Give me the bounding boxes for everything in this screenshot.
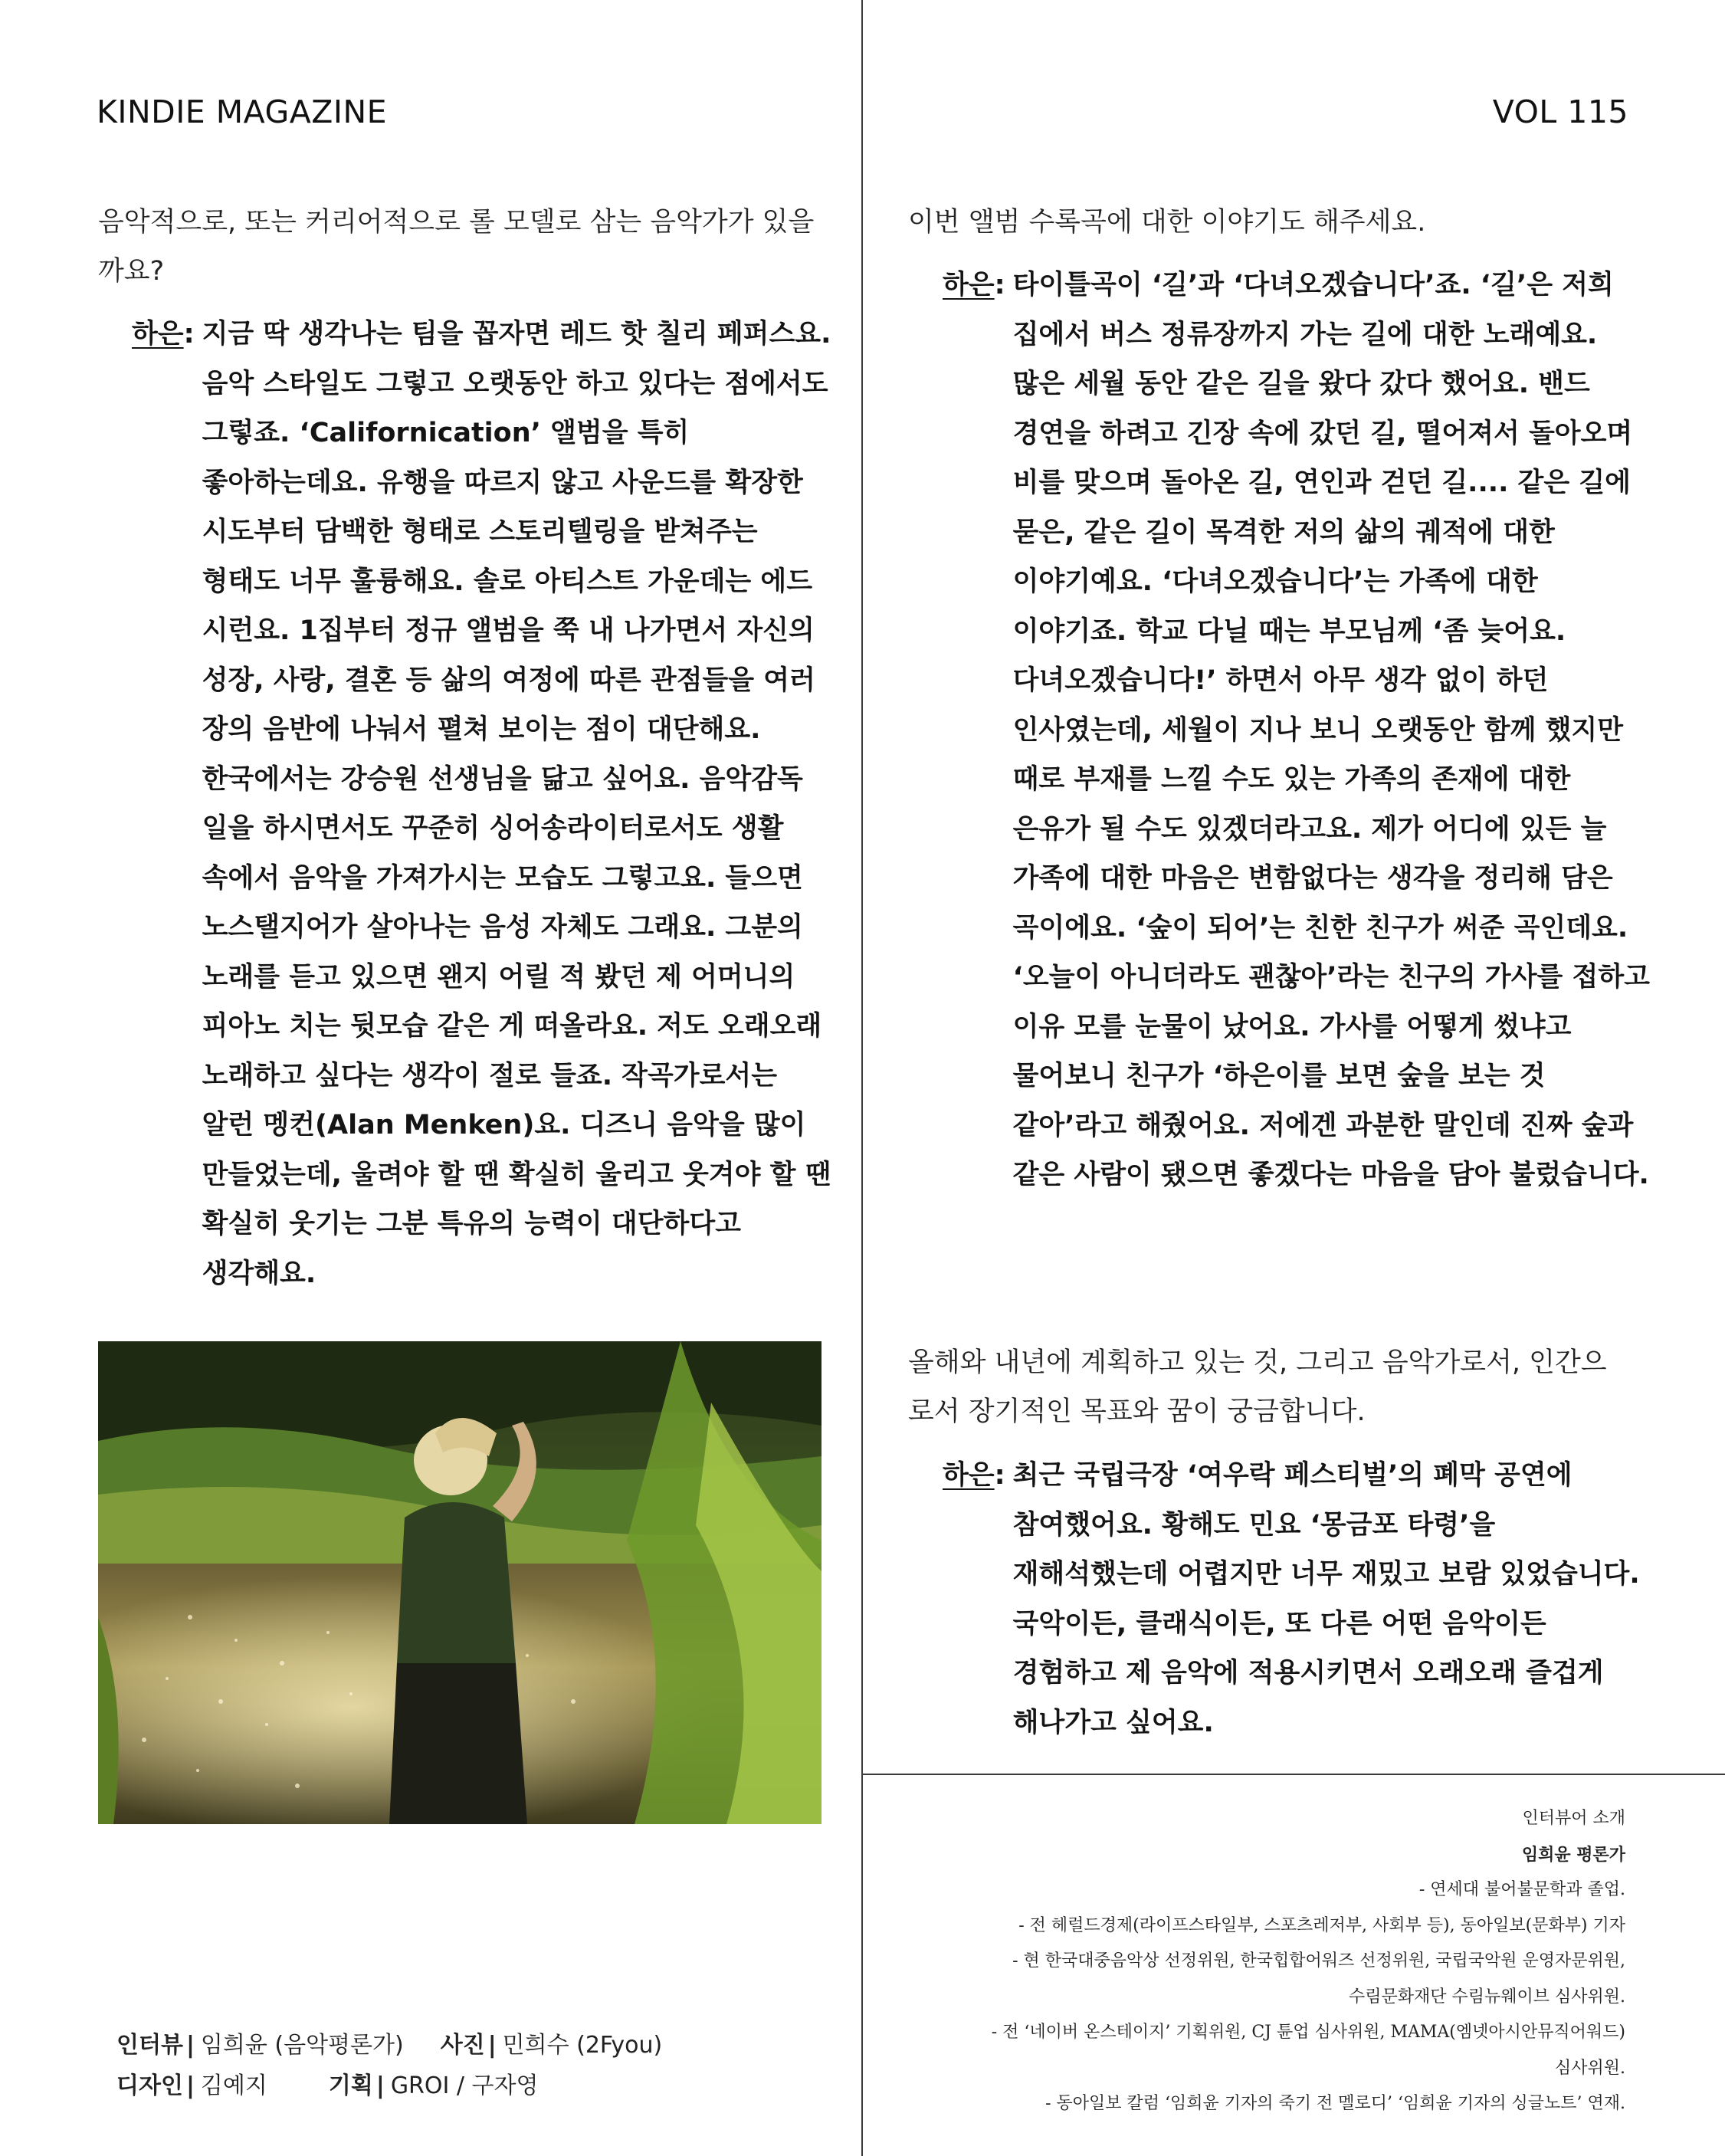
question-album-tracks: 이번 앨범 수록곡에 대한 이야기도 해주세요.: [908, 207, 1426, 238]
bio-title: 인터뷰어 소개: [1522, 1809, 1625, 1828]
bio-line: - 연세대 불어불문학과 졸업.: [1418, 1880, 1625, 1899]
answer-album-tracks: 하은 : 타이틀곡이 ‘길’과 ‘다녀오겠습니다’죠. ‘길’은 저희 집에서 버스 정류장까지 가는 길에 대한 노래예요. 많은 세월 동안 같은 길을 왔다 갔다 했어요. 밴드 경연을 하려고 긴장 속에 갔던 길, 떨어져서 돌아오며 비를 맞으며 돌아온 길, 연인과 걷던 길.... 같은 길에 묻은, 같은 길이 목격한 저의 삶의 궤적에 대한 이야기예요. ‘다녀오겠습니다’는 가족에 대한 이야기죠. 학교 다닐 때는 부모님께 ‘좀 늦어요. 다녀오겠습니다!’ 하면서 아무 생각 없이 하던 인사였는데, 세월이 지나 보니 오랫동안 함께 했지만 때로 부재를 느낄 수도 있는 가족의 존재에 대한 은유가 될 수도 있겠더라고요. 제가 어디에 있든 늘 가족에 대한 마음은 변함없다는 생각을 정리해 담은 곡이에요. ‘숲이 되어’는 친한 친구가 써준 곡인데요. ‘오늘이 아니더라도 괜찮아’라는 친구의 가사를 접하고 이유 모를 눈물이 났어요. 가사를 어떻게 썼냐고 물어보니 친구가 ‘하은이를 보면 숲을 보는 것 같아’라고 해줬어요. 저에겐 과분한 말인데 진짜 숲과 같은 사람이 됐으면 좋겠다는 마음을 담아 불렀습니다.: [943, 261, 1655, 1200]
speaker-name: 하은: [943, 270, 995, 300]
answer-text: 최근 국립극장 ‘여우락 페스티벌’의 폐막 공연에 참여했어요. 황해도 민요 ‘몽금포 타령’을 재해석했는데 어렵지만 너무 재밌고 보람 있었습니다. 국악이든, 클래식이든, 또 다른 어떤 음악이든 경험하고 제 음악에 적용시키면서 오래오래 즐겁게 해나가고 싶어요.: [1012, 1460, 1640, 1738]
credit-plan-value: GROI / 구자영: [390, 2072, 539, 2099]
credit-design-label: 디자인: [116, 2072, 183, 2099]
magazine-title: KINDIE MAGAZINE: [97, 94, 388, 130]
credits-line-2: [116, 2067, 539, 2105]
bio-line: 수림문화재단 수림뉴웨이브 심사위원.: [1348, 1987, 1625, 2007]
credit-interview-label: 인터뷰: [116, 2032, 183, 2059]
interview-photo: [98, 1341, 822, 1824]
bio-line: - 동아일보 칼럼 ‘임희윤 기자의 죽기 전 멜로디’ ‘임희윤 기자의 싱글노트’ 연재.: [1045, 2094, 1625, 2113]
bio-line: - 현 한국대중음악상 선정위원, 한국힙합어워즈 선정위원, 국립국악원 운영자문위원,: [1012, 1951, 1625, 1971]
credit-interview-value: 임희윤 (음악평론가): [200, 2032, 404, 2059]
speaker-name: 하은: [943, 1460, 995, 1491]
credit-separator: |: [185, 2072, 195, 2099]
question-future-plans: 올해와 내년에 계획하고 있는 것, 그리고 음악가로서, 인간으로서 장기적인 목표와 꿈이 궁금합니다.: [908, 1347, 1607, 1427]
answer-text: 지금 딱 생각나는 팀을 꼽자면 레드 핫 칠리 페퍼스요. 음악 스타일도 그렇고 오랫동안 하고 있다는 점에서도 그렇죠. ‘Californication’ 앨범을 특히 좋아하는데요. 유행을 따르지 않고 사운드를 확장한 시도부터 담백한 형태로 스토리텔링을 받쳐주는 형태도 너무 훌륭해요. 솔로 아티스트 가운데는 에드 시런요. 1집부터 정규 앨범을 쭉 내 나가면서 자신의 성장, 사랑, 결혼 등 삶의 여정에 따른 관점들을 여러 장의 음반에 나눠서 펼쳐 보이는 점이 대단해요. 한국에서는 강승원 선생님을 닮고 싶어요. 음악감독 일을 하시면서도 꾸준히 싱어송라이터로서도 생활 속에서 음악을 가져가시는 모습도 그렇고요. 들으면 노스탤지어가 살아나는 음성 자체도 그래요. 그분의 노래를 듣고 있으면 왠지 어릴 적 봤던 제 어머니의 피아노 치는 뒷모습 같은 게 떠올라요. 저도 오래오래 노래하고 싶다는 생각이 절로 들죠. 작곡가로서는 알런 멩컨(Alan Menken)요. 디즈니 음악을 많이 만들었는데, 울려야 할 땐 확실히 울리고 웃겨야 할 땐 확실히 웃기는 그분 특유의 능력이 대단하다고 생각해요.: [202, 319, 831, 1289]
credit-separator: |: [487, 2032, 497, 2059]
bio-name: 임희윤 평론가: [1521, 1844, 1625, 1865]
bio-line: - 전 ‘네이버 온스테이지’ 기획위원, CJ 튠업 심사위원, MAMA(엠넷아시안뮤직어워드): [991, 2023, 1625, 2042]
credit-plan-label: 기획: [328, 2072, 373, 2099]
answer-future-plans: 하은 : 최근 국립극장 ‘여우락 페스티벌’의 폐막 공연에 참여했어요. 황해도 민요 ‘몽금포 타령’을 재해석했는데 어렵지만 너무 재밌고 보람 있었습니다. 국악이든, 클래식이든, 또 다른 어떤 음악이든 경험하고 제 음악에 적용시키면서 오래오래 즐겁게 해나가고 싶어요.: [943, 1451, 1655, 1747]
answer-text: 타이틀곡이 ‘길’과 ‘다녀오겠습니다’죠. ‘길’은 저희 집에서 버스 정류장까지 가는 길에 대한 노래예요. 많은 세월 동안 같은 길을 왔다 갔다 했어요. 밴드 경연을 하려고 긴장 속에 갔던 길, 떨어져서 돌아오며 비를 맞으며 돌아온 길, 연인과 걷던 길.... 같은 길에 묻은, 같은 길이 목격한 저의 삶의 궤적에 대한 이야기예요. ‘다녀오겠습니다’는 가족에 대한 이야기죠. 학교 다닐 때는 부모님께 ‘좀 늦어요. 다녀오겠습니다!’ 하면서 아무 생각 없이 하던 인사였는데, 세월이 지나 보니 오랫동안 함께 했지만 때로 부재를 느낄 수도 있는 가족의 존재에 대한 은유가 될 수도 있겠더라고요. 제가 어디에 있든 늘 가족에 대한 마음은 변함없다는 생각을 정리해 담은 곡이에요. ‘숲이 되어’는 친한 친구가 써준 곡인데요. ‘오늘이 아니더라도 괜찮아’라는 친구의 가사를 접하고 이유 모를 눈물이 났어요. 가사를 어떻게 썼냐고 물어보니 친구가 ‘하은이를 보면 숲을 보는 것 같아’라고 해줬어요. 저에겐 과분한 말인데 진짜 숲과 같은 사람이 됐으면 좋겠다는 마음을 담아 불렀습니다.: [1012, 270, 1650, 1190]
credit-separator: |: [375, 2072, 385, 2099]
bio-line: - 전 헤럴드경제(라이프스타일부, 스포츠레저부, 사회부 등), 동아일보(문화부) 기자: [1018, 1915, 1625, 1935]
bio-line: 심사위원.: [1554, 2058, 1625, 2078]
volume-number: VOL 115: [1492, 94, 1628, 130]
question-role-model: 음악적으로, 또는 커리어적으로 롤 모델로 삼는 음악가가 있을까요?: [98, 207, 815, 287]
credit-design-value: 김예지: [200, 2072, 267, 2099]
credit-photo-label: 사진: [440, 2032, 485, 2059]
bio-divider: [861, 1774, 1725, 1775]
speaker-name: 하은: [132, 319, 184, 349]
answer-role-model: 하은 : 지금 딱 생각나는 팀을 꼽자면 레드 핫 칠리 페퍼스요. 음악 스타일도 그렇고 오랫동안 하고 있다는 점에서도 그렇죠. ‘Californication’ 앨범을 특히 좋아하는데요. 유행을 따르지 않고 사운드를 확장한 시도부터 담백한 형태로 스토리텔링을 받쳐주는 형태도 너무 훌륭해요. 솔로 아티스트 가운데는 에드 시런요. 1집부터 정규 앨범을 쭉 내 나가면서 자신의 성장, 사랑, 결혼 등 삶의 여정에 따른 관점들을 여러 장의 음반에 나눠서 펼쳐 보이는 점이 대단해요. 한국에서는 강승원 선생님을 닮고 싶어요. 음악감독 일을 하시면서도 꾸준히 싱어송라이터로서도 생활 속에서 음악을 가져가시는 모습도 그렇고요. 들으면 노스탤지어가 살아나는 음성 자체도 그래요. 그분의 노래를 듣고 있으면 왠지 어릴 적 봤던 제 어머니의 피아노 치는 뒷모습 같은 게 떠올라요. 저도 오래오래 노래하고 싶다는 생각이 절로 들죠. 작곡가로서는 알런 멩컨(Alan Menken)요. 디즈니 음악을 많이 만들었는데, 울려야 할 땐 확실히 울리고 웃겨야 할 땐 확실히 웃기는 그분 특유의 능력이 대단하다고 생각해요.: [132, 310, 833, 1298]
credits-line-1: [116, 2026, 662, 2065]
credit-photo-value: 민희수 (2Fyou): [502, 2032, 663, 2059]
credit-separator: |: [185, 2032, 195, 2059]
interviewer-bio: [859, 1801, 1625, 2122]
